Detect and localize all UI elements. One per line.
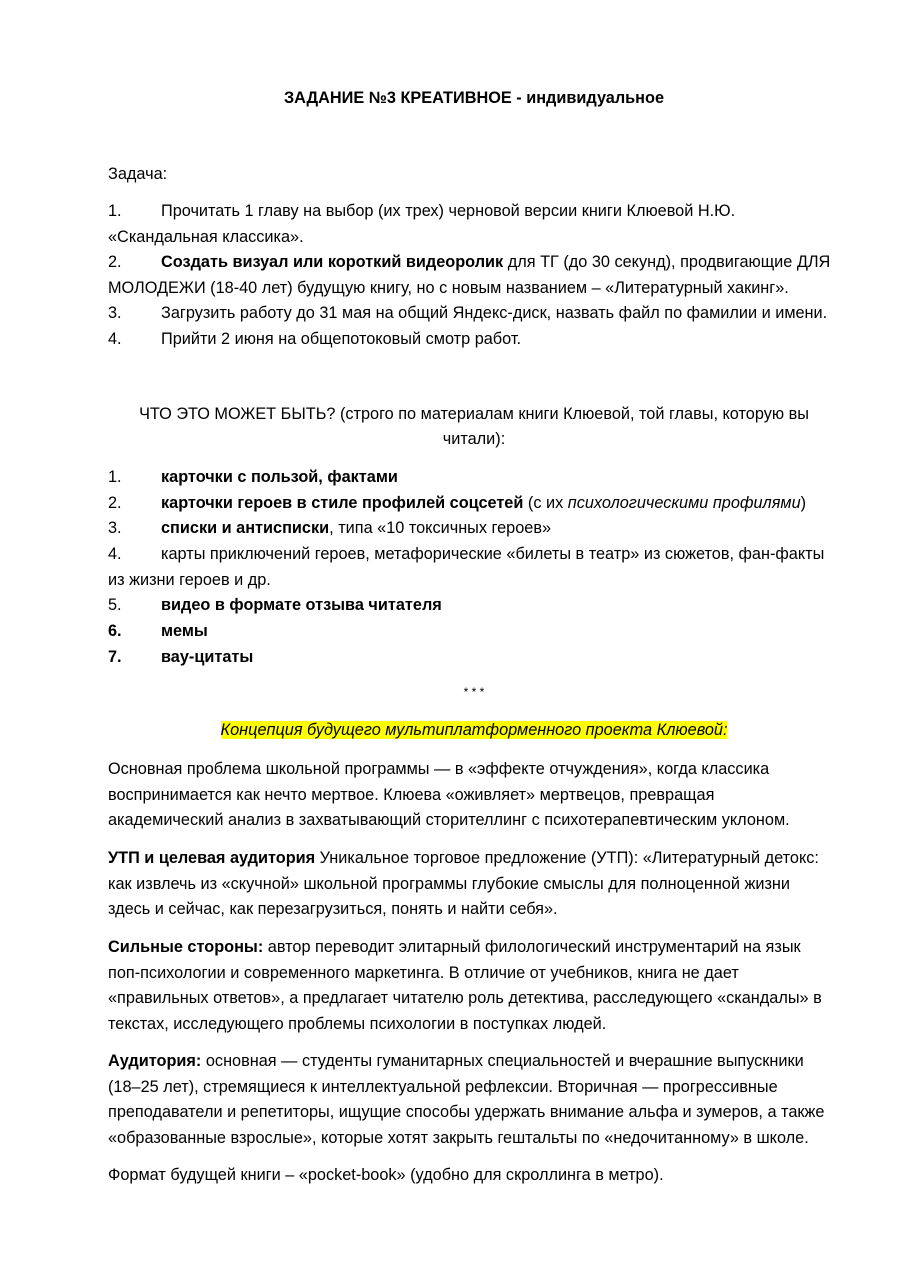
paragraph-line <box>108 1165 664 1185</box>
bold-text: УТП и целевая аудитория <box>108 849 316 867</box>
list-number: 3. <box>108 519 122 537</box>
paragraph-line <box>108 785 714 805</box>
option-item <box>108 518 840 538</box>
task-item <box>108 303 840 323</box>
text-run: преподаватели и репетиторы, ищущие способы удержать внимание альфа и зумеров, а также <box>108 1103 825 1121</box>
list-item-continuation: «Скандальная классика». <box>108 228 304 246</box>
paragraph-line <box>108 1128 809 1148</box>
text-run: Уникальное торговое предложение (УТП): «Литературный детокс: <box>315 849 819 867</box>
list-item-text <box>161 647 253 667</box>
paragraph-line <box>108 874 790 894</box>
text-run: (18–25 лет), стремящиеся к интеллектуальной рефлексии. Вторичная — прогрессивные <box>108 1078 778 1096</box>
text-run: Загрузить работу до 31 мая на общий Яндекс-диск, назвать файл по фамилии и имени. <box>161 304 828 322</box>
task-item <box>108 201 840 221</box>
text-run: «правильных ответов», а предлагает читателю роль детектива, расследующего «скандалы» в <box>108 989 822 1007</box>
separator: * * * <box>463 685 485 699</box>
list-number: 2. <box>108 253 122 271</box>
paragraph-line <box>108 1102 824 1122</box>
italic-text: психологическими профилями <box>567 494 801 512</box>
option-item <box>108 544 840 564</box>
list-number: 4. <box>108 545 122 563</box>
text-run: как извлечь из «скучной» школьной программы глубокие смыслы для полноценной жизни <box>108 875 791 893</box>
list-item-continuation: из жизни героев и др. <box>108 571 271 589</box>
list-number: 5. <box>108 596 122 614</box>
list-item-text <box>161 329 521 349</box>
list-item-text <box>161 493 806 513</box>
option-item <box>108 647 840 667</box>
option-item <box>108 595 840 615</box>
text-run: «образованные взрослые», которые хотят закрыть гештальты по «недочитанному» в школе. <box>108 1129 809 1147</box>
paragraph-line <box>108 899 558 919</box>
concept-heading-text: Концепция будущего мультиплатформенного проекта Клюевой: <box>220 721 728 739</box>
bold-text: Сильные стороны: <box>108 938 264 956</box>
list-item-text <box>161 595 442 615</box>
bold-text: карточки героев в стиле профилей соцсетей <box>161 494 524 512</box>
what-heading-line-2: читали): <box>442 430 506 448</box>
bold-text: списки и антисписки <box>161 519 330 537</box>
list-item-text <box>161 252 830 272</box>
text-run: Основная проблема школьной программы — в «эффекте отчуждения», когда классика <box>108 760 770 778</box>
text-run: основная — студенты гуманитарных специальностей и вчерашние выпускники <box>201 1052 804 1070</box>
paragraph-line <box>108 1051 804 1071</box>
bold-text: вау-цитаты <box>161 648 254 666</box>
text-run: здесь и сейчас, как перезагрузиться, понять и найти себя». <box>108 900 558 918</box>
list-number: 6. <box>108 622 122 640</box>
paragraph-line <box>108 963 739 983</box>
list-item-text <box>161 518 551 538</box>
bold-text: видео в формате отзыва читателя <box>161 596 442 614</box>
text-run: Прочитать 1 главу на выбор (их трех) черновой версии книги Клюевой Н.Ю. <box>161 202 736 220</box>
paragraph-line <box>108 810 790 830</box>
text-run: академический анализ в захватывающий сторителлинг с психотерапевтическим уклоном. <box>108 811 790 829</box>
bold-text: Создать визуал или короткий видеоролик <box>161 253 504 271</box>
list-number: 2. <box>108 494 122 512</box>
text-run: автор переводит элитарный филологический инструментарий на язык <box>263 938 801 956</box>
list-number: 3. <box>108 304 122 322</box>
paragraph-line <box>108 1077 778 1097</box>
list-item-text <box>161 201 735 221</box>
bold-text: Аудитория: <box>108 1052 202 1070</box>
list-item-text <box>161 467 398 487</box>
paragraph-line <box>108 848 819 868</box>
list-item-text <box>161 544 824 564</box>
text-run: поп-психологии и современного маркетинга. В отличие от учебников, книга не дает <box>108 964 739 982</box>
task-item <box>108 329 840 349</box>
paragraph-line <box>108 988 822 1008</box>
list-number: 1. <box>108 468 122 486</box>
text-run: (с их <box>523 494 568 512</box>
text-run: , типа «10 токсичных героев» <box>329 519 552 537</box>
list-number: 4. <box>108 330 122 348</box>
what-heading-line-1: ЧТО ЭТО МОЖЕТ БЫТЬ? (строго по материалам книги Клюевой, той главы, которую вы <box>139 405 809 423</box>
option-item <box>108 621 840 641</box>
list-item-continuation: МОЛОДЕЖИ (18-40 лет) будущую книгу, но с новым названием – «Литературный хакинг». <box>108 279 789 297</box>
text-run: Формат будущей книги – «pocket-book» (удобно для скроллинга в метро). <box>108 1166 664 1184</box>
paragraph-line <box>108 937 801 957</box>
paragraph-line <box>108 759 769 779</box>
text-run: Прийти 2 июня на общепотоковый смотр работ. <box>161 330 521 348</box>
paragraph-line <box>108 1014 606 1034</box>
task-label: Задача: <box>108 165 168 183</box>
concept-heading <box>108 720 840 740</box>
option-item <box>108 467 840 487</box>
text-run: для ТГ (до 30 секунд), продвигающие ДЛЯ <box>503 253 831 271</box>
text-run: карты приключений героев, метафорические «билеты в театр» из сюжетов, фан-факты <box>161 545 825 563</box>
text-run: воспринимается как нечто мертвое. Клюева «оживляет» мертвецов, превращая <box>108 786 715 804</box>
list-number: 1. <box>108 202 122 220</box>
bold-text: карточки с пользой, фактами <box>161 468 398 486</box>
option-item <box>108 493 840 513</box>
list-item-text <box>161 621 208 641</box>
document-title: ЗАДАНИЕ №3 КРЕАТИВНОЕ - индивидуальное <box>283 89 665 107</box>
task-item <box>108 252 840 272</box>
list-number: 7. <box>108 648 122 666</box>
list-item-text <box>161 303 827 323</box>
text-run: ) <box>800 494 807 512</box>
bold-text: мемы <box>161 622 208 640</box>
text-run: текстах, исследующего проблемы психологии в поступках людей. <box>108 1015 607 1033</box>
